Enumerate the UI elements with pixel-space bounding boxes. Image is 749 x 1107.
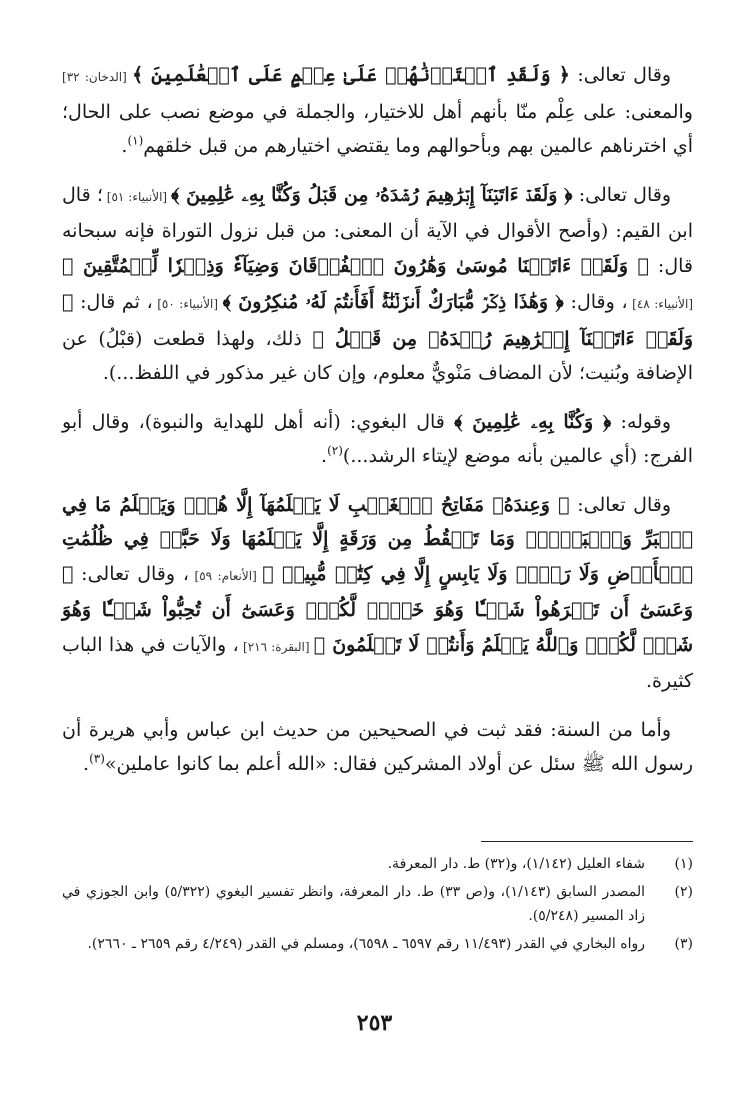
text-segment: ، وقال: bbox=[563, 291, 628, 313]
footnote-separator bbox=[481, 841, 693, 842]
verse-reference: [الدخان: ٣٢] bbox=[62, 70, 133, 84]
paragraph-4 bbox=[62, 488, 693, 699]
footnote-text: المصدر السابق (١/١٤٣)، و(ص ٣٣) ط. دار المعرفة، وانظر تفسير البغوي (٥/٣٢٢) وابن الجوزي في زاد المسير (٥/٢٤٨). bbox=[62, 884, 645, 924]
paragraph-1 bbox=[62, 58, 693, 164]
verse-reference: [الأنبياء: ٤٨] bbox=[627, 297, 694, 311]
text-segment: وأما من السنة: فقد ثبت في الصحيحين من حديث ابن عباس وأبي هريرة أن رسول الله ﷺ سئل عن أولاد المشركين فقال: «الله أعلم بما كانوا عاملين» bbox=[62, 718, 693, 775]
footnote-marker: (١) bbox=[127, 133, 144, 148]
footnote-number: (٢) bbox=[674, 884, 693, 900]
footnote-1 bbox=[62, 852, 693, 876]
text-segment: ، والآيات في هذا الباب كثيرة. bbox=[62, 633, 693, 692]
quran-verse: ﴿ وَلَقَدِ ٱخۡتَرۡنَٰهُمۡ عَلَىٰ عِلۡمٍ عَلَى ٱلۡعَٰلَمِينَ ﴾ bbox=[132, 64, 570, 86]
paragraph-5 bbox=[62, 713, 693, 782]
paragraph-2 bbox=[62, 178, 693, 391]
page-number: ٢٥٣ bbox=[356, 1010, 393, 1036]
quran-verse: ﴿ وَلَقَدۡ ءَاتَيۡنَآ إِبۡرَٰهِيمَ رُشۡدَهُۥ مِن قَبۡلُ ﴾ bbox=[62, 291, 693, 350]
quran-verse: ﴿ وَهَٰذَا ذِكۡرٞ مُّبَارَكٌ أَنزَلۡنَٰهُۚ أَفَأَنتُمۡ لَهُۥ مُنكِرُونَ ﴾ bbox=[222, 291, 564, 313]
text-segment: ، وقال تعالى: bbox=[73, 562, 189, 585]
verse-reference: [الأنعام: ٥٩] bbox=[188, 568, 263, 583]
footnote-marker: (٢) bbox=[327, 443, 343, 458]
footnote-number: (٣) bbox=[674, 936, 693, 952]
footnote-marker: (٣) bbox=[89, 751, 105, 766]
text-segment: والمعنى: على عِلْم منّا بأنهم أهل للاختيار، والجملة في موضع نصب على الحال؛ أي اخترناهم عالمين بهم وبأحوالهم وما يقتضي اختيارهم من قبل خلقهم bbox=[62, 100, 693, 157]
quran-verse: ﴿ وَعِندَهُۥ مَفَاتِحُ ٱلۡغَيۡبِ لَا يَعۡلَمُهَآ إِلَّا هُوَۚ وَيَعۡلَمُ مَا فِي ٱلۡبَرِّ وَٱلۡبَحۡرِۚ وَمَا تَسۡقُطُ مِن وَرَقَةٍ إِلَّا يَعۡلَمُهَا وَلَا حَبَّةٖ فِي ظُلُمَٰتِ ٱلۡأَرۡضِ وَلَا رَطۡبٖ وَلَا يَابِسٍ إِلَّا فِي كِتَٰبٖ مُّبِينٖ ﴾ bbox=[62, 493, 694, 585]
paragraph-3 bbox=[62, 405, 693, 474]
text-segment: . bbox=[321, 445, 328, 467]
verse-reference: [الأنبياء: ٥١] bbox=[102, 189, 172, 204]
text-segment: ، ثم قال: bbox=[73, 291, 153, 313]
footnote-text: شفاء العليل (١/١٤٢)، و(٣٢) ط. دار المعرفة. bbox=[387, 856, 645, 872]
footnote-2 bbox=[62, 880, 693, 928]
text-segment: . bbox=[83, 753, 90, 775]
text-segment: وقال تعالى: bbox=[569, 64, 672, 86]
text-segment: ؛ قال ابن القيم: (وأصح الأقوال في الآية أن المعنى: من قبل نزول التوراة فإنه سبحانه قال: bbox=[62, 183, 693, 277]
text-segment: . bbox=[121, 135, 128, 157]
footnote-number: (١) bbox=[674, 856, 693, 872]
text-segment: قال البغوي: (أنه أهل للهداية والنبوة)، وقال أبو الفرج: (أي عالمين بأنه موضع لإيتاء الرشد...) bbox=[62, 410, 693, 467]
text-segment: وقوله: bbox=[611, 410, 671, 433]
main-text bbox=[62, 58, 693, 796]
verse-reference: [البقرة: ٢١٦] bbox=[238, 639, 314, 654]
text-segment: وقال تعالى: bbox=[572, 183, 671, 206]
quran-verse: ﴿ وَلَقَدۡ ءَاتَيۡنَآ إِبۡرَٰهِيمَ رُشۡدَهُۥ مِن قَبۡلُ وَكُنَّا بِهِۦ عَٰلِمِينَ ﴾ bbox=[171, 183, 573, 206]
verse-reference: [الأنبياء: ٥٠] bbox=[152, 297, 223, 311]
text-segment: ذلك، ولهذا قطعت (قبْلُ) عن الإضافة وبُنيت؛ لأن المضاف مَنْويٌّ معلوم، وإن كان غير مذكور في اللفظ...). bbox=[62, 327, 693, 384]
quran-verse: ﴿ وَلَقَدۡ ءَاتَيۡنَا مُوسَىٰ وَهَٰرُونَ ٱلۡفُرۡقَانَ وَضِيَآءٗ وَذِكۡرٗا لِّلۡمُتَّقِينَ ﴾ bbox=[62, 254, 649, 277]
quran-verse: ﴿ وَعَسَىٰٓ أَن تَكۡرَهُواْ شَيۡـٔٗا وَهُوَ خَيۡرٞ لَّكُمۡۖ وَعَسَىٰٓ أَن تُحِبُّواْ شَيۡـٔٗا وَهُوَ شَرّٞ لَّكُمۡۚ وَٱللَّهُ يَعۡلَمُ وَأَنتُمۡ لَا تَعۡلَمُونَ ﴾ bbox=[62, 562, 694, 656]
quran-verse: ﴿ وَكُنَّا بِهِۦ عَٰلِمِينَ ﴾ bbox=[454, 410, 612, 433]
footnote-text: رواه البخاري في القدر (١١/٤٩٣ رقم ٦٥٩٧ ـ ٦٥٩٨)، ومسلم في القدر (٤/٢٤٩ رقم ٢٦٥٩ ـ ٢٦٦٠). bbox=[87, 936, 645, 952]
footnote-3 bbox=[62, 932, 693, 956]
text-segment: وقال تعالى: bbox=[569, 493, 672, 516]
footnotes bbox=[62, 852, 693, 960]
